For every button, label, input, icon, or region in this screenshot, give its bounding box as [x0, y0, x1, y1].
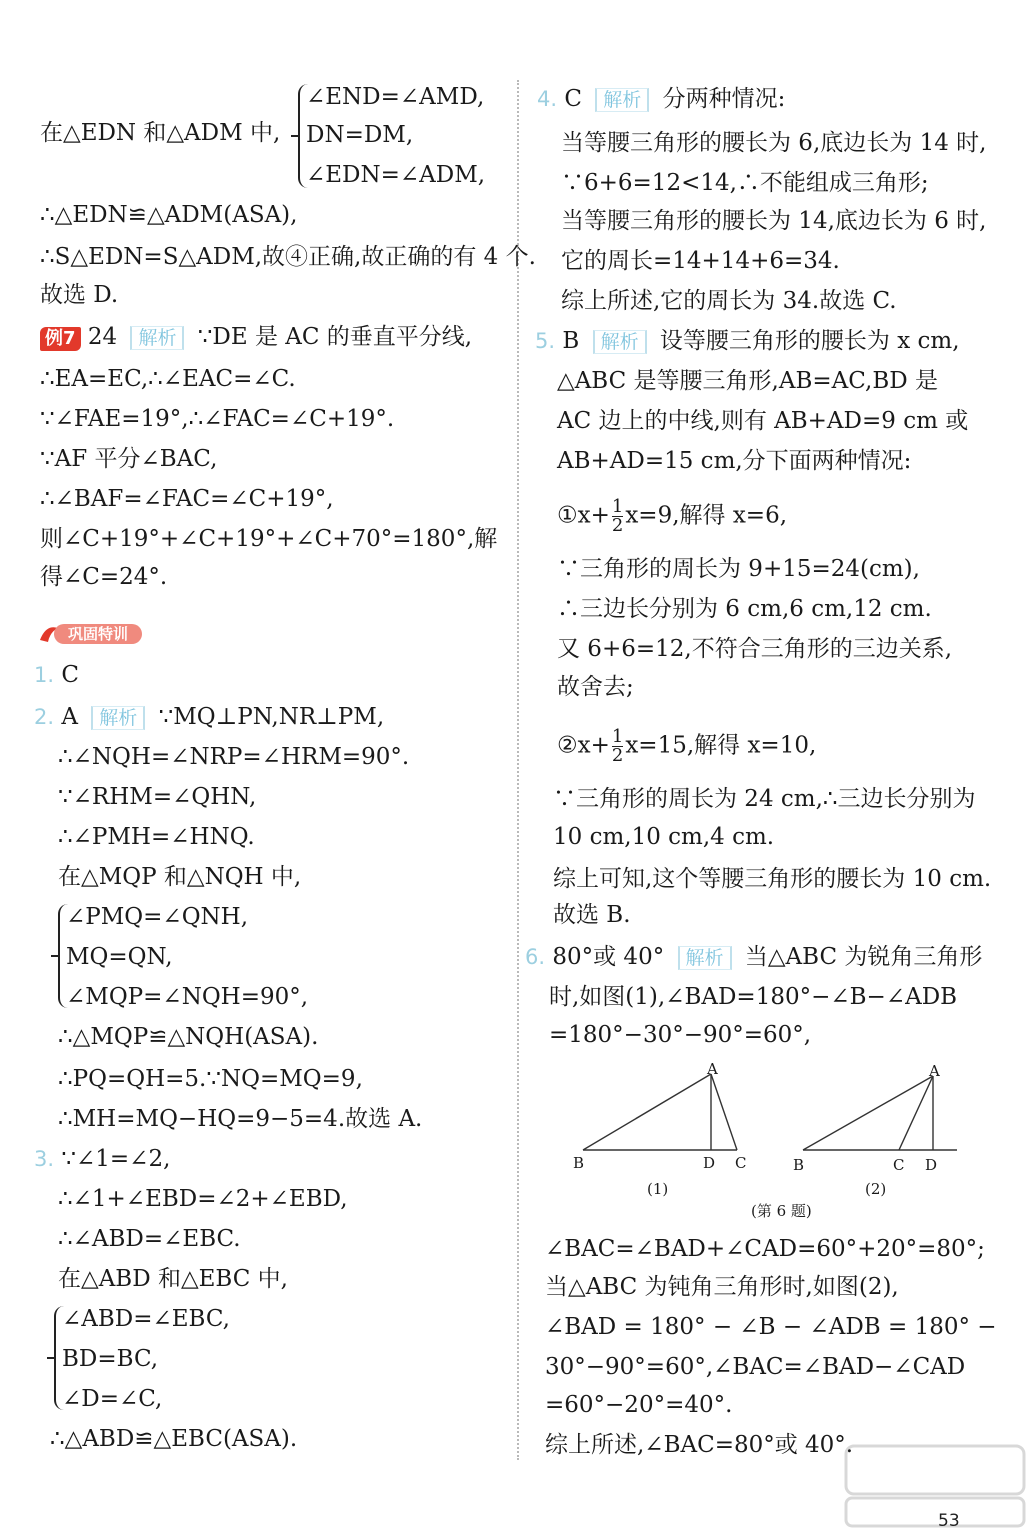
line: ∵AF 平分∠BAC,: [40, 446, 218, 472]
vertex-label: A: [929, 1062, 940, 1080]
line: ∴△EDN≌△ADM(ASA),: [40, 202, 298, 228]
line: ∵三角形的周长为 24 cm,∴三边长分别为: [553, 786, 976, 812]
line: 故舍去;: [557, 674, 634, 700]
line: 在△EDN 和△ADM 中,: [40, 120, 281, 146]
line: 综上所述,它的周长为 34.故选 C.: [561, 288, 897, 314]
vertex-label: D: [703, 1154, 716, 1172]
example-badge: 例7: [40, 327, 81, 351]
line: 在△MQP 和△NQH 中,: [58, 864, 302, 890]
column-divider: [517, 80, 519, 1460]
figure-title: (第 6 题): [751, 1202, 812, 1220]
line: ∵DE 是 AC 的垂直平分线,: [197, 324, 473, 350]
fraction-one-half: [612, 498, 623, 535]
figure-2: [803, 1076, 957, 1150]
case-1-line: [557, 498, 787, 535]
case-2-line: [557, 728, 816, 765]
line: ∴△ABD≌△EBC(ASA).: [50, 1426, 298, 1452]
line: ∵6+6=12<14,∴不能组成三角形;: [561, 170, 929, 196]
numerator: 1: [611, 726, 624, 747]
formula-part: x=9,解得 x=6,: [625, 502, 788, 529]
line: ∴∠NQH=∠NRP=∠HRM=90°.: [58, 744, 410, 770]
line: =60°−20°=40°.: [545, 1392, 733, 1418]
fraction-one-half: [612, 728, 623, 765]
line: 它的周长=14+14+6=34.: [561, 248, 840, 274]
numerator: 1: [611, 496, 624, 517]
question-5-header: [535, 326, 960, 356]
question-6-header: [525, 942, 982, 972]
question-number: 1.: [34, 663, 55, 687]
vertex-label: B: [573, 1154, 585, 1172]
analysis-tag: 解析: [593, 330, 647, 354]
line: MQ=QN,: [66, 944, 173, 970]
figure-caption: (2): [865, 1180, 887, 1198]
example-7-header: [40, 322, 472, 352]
line: 设等腰三角形的腰长为 x cm,: [659, 328, 960, 354]
analysis-tag: 解析: [130, 326, 184, 350]
line: 时,如图(1),∠BAD=180°−∠B−∠ADB: [549, 984, 958, 1010]
line: 在△ABD 和△EBC 中,: [58, 1266, 288, 1292]
line: ∵∠1=∠2,: [61, 1146, 171, 1172]
formula-part: ①x+: [557, 502, 610, 529]
line: ∠ABD=∠EBC,: [62, 1306, 230, 1332]
line: 当等腰三角形的腰长为 6,底边长为 14 时,: [561, 130, 987, 156]
analysis-tag: 解析: [595, 88, 649, 112]
line: ∴∠PMH=∠HNQ.: [58, 824, 255, 850]
section-title: 巩固特训: [67, 625, 129, 643]
line: ∴∠1+∠EBD=∠2+∠EBD,: [58, 1186, 348, 1212]
line: ∠BAD = 180° − ∠B − ∠ADB = 180° −: [545, 1314, 997, 1340]
answer: C: [61, 662, 79, 688]
question-4-header: [537, 84, 785, 114]
line: 故选 D.: [40, 282, 119, 308]
line: ∴PQ=QH=5.∵NQ=MQ=9,: [58, 1066, 363, 1092]
page-number: 53: [938, 1511, 960, 1531]
line: AC 边上的中线,则有 AB+AD=9 cm 或: [557, 408, 969, 434]
line: 30°−90°=60°,∠BAC=∠BAD−∠CAD: [545, 1354, 966, 1380]
line: ∵MQ⊥PN,NR⊥PM,: [158, 704, 385, 730]
line: ∠BAC=∠BAD+∠CAD=60°+20°=80°;: [545, 1236, 985, 1262]
line: ∠D=∠C,: [62, 1386, 163, 1412]
line: 得∠C=24°.: [40, 564, 168, 590]
question-2-header: [34, 702, 384, 732]
line: ∴∠BAF=∠FAC=∠C+19°,: [40, 486, 334, 512]
line: ∵∠RHM=∠QHN,: [58, 784, 257, 810]
formula-part: x=15,解得 x=10,: [625, 732, 817, 759]
question-number: 3.: [34, 1147, 55, 1171]
question-3-header: [34, 1144, 170, 1174]
answer: C: [564, 86, 582, 112]
line: 故选 B.: [553, 902, 631, 928]
figure-6-triangles: [525, 1060, 1036, 1200]
question-1: [34, 660, 79, 690]
line: ∴∠ABD=∠EBC.: [58, 1226, 241, 1252]
line: ∴△MQP≌△NQH(ASA).: [58, 1024, 319, 1050]
line: 当等腰三角形的腰长为 14,底边长为 6 时,: [561, 208, 987, 234]
answer: A: [61, 704, 78, 730]
question-number: 4.: [537, 87, 558, 111]
line: 10 cm,10 cm,4 cm.: [553, 824, 775, 850]
line: 则∠C+19°+∠C+19°+∠C+70°=180°,解: [40, 526, 498, 552]
vertex-label: A: [707, 1060, 718, 1078]
figure-caption: (1): [647, 1180, 669, 1198]
line: ∴MH=MQ−HQ=9−5=4.故选 A.: [58, 1106, 423, 1132]
line: ∠PMQ=∠QNH,: [66, 904, 249, 930]
watermark-logo: [840, 1440, 1030, 1530]
analysis-tag: 解析: [678, 946, 732, 970]
line: 又 6+6=12,不符合三角形的三边关系,: [557, 636, 953, 662]
line: △ABC 是等腰三角形,AB=AC,BD 是: [557, 368, 938, 394]
denominator: 2: [611, 515, 624, 536]
figure-1: [583, 1074, 737, 1150]
vertex-label: D: [925, 1156, 938, 1174]
line: 当△ABC 为钝角三角形时,如图(2),: [545, 1274, 899, 1300]
line: BD=BC,: [62, 1346, 159, 1372]
line: 综上可知,这个等腰三角形的腰长为 10 cm.: [553, 866, 992, 892]
answer: 24: [87, 324, 118, 350]
answer: B: [562, 328, 580, 354]
line: 综上所述,∠BAC=80°或 40°.: [545, 1432, 854, 1458]
question-number: 5.: [535, 329, 556, 353]
line: ∴S△EDN=S△ADM,故④正确,故正确的有 4 个.: [40, 244, 536, 270]
question-number: 2.: [34, 705, 55, 729]
line: =180°−30°−90°=60°,: [549, 1022, 812, 1048]
line: ∠MQP=∠NQH=90°,: [66, 984, 309, 1010]
vertex-label: B: [793, 1156, 805, 1174]
line: ∠END=∠AMD,: [306, 84, 485, 110]
section-title-banner: [36, 620, 144, 646]
line: 当△ABC 为锐角三角形: [744, 944, 983, 970]
answer: 80°或 40°: [552, 944, 665, 970]
line: ∴EA=EC,∴∠EAC=∠C.: [40, 366, 296, 392]
line: DN=DM,: [306, 122, 414, 148]
formula-part: ②x+: [557, 732, 610, 759]
denominator: 2: [611, 745, 624, 766]
line: AB+AD=15 cm,分下面两种情况:: [557, 448, 912, 474]
line: ∵三角形的周长为 9+15=24(cm),: [557, 556, 920, 582]
question-number: 6.: [525, 945, 546, 969]
vertex-label: C: [735, 1154, 747, 1172]
line: ∠EDN=∠ADM,: [306, 162, 486, 188]
line: ∵∠FAE=19°,∴∠FAC=∠C+19°.: [40, 406, 395, 432]
vertex-label: C: [893, 1156, 905, 1174]
line: ∴三边长分别为 6 cm,6 cm,12 cm.: [557, 596, 932, 622]
analysis-tag: 解析: [91, 706, 145, 730]
line: 分两种情况:: [662, 86, 786, 112]
